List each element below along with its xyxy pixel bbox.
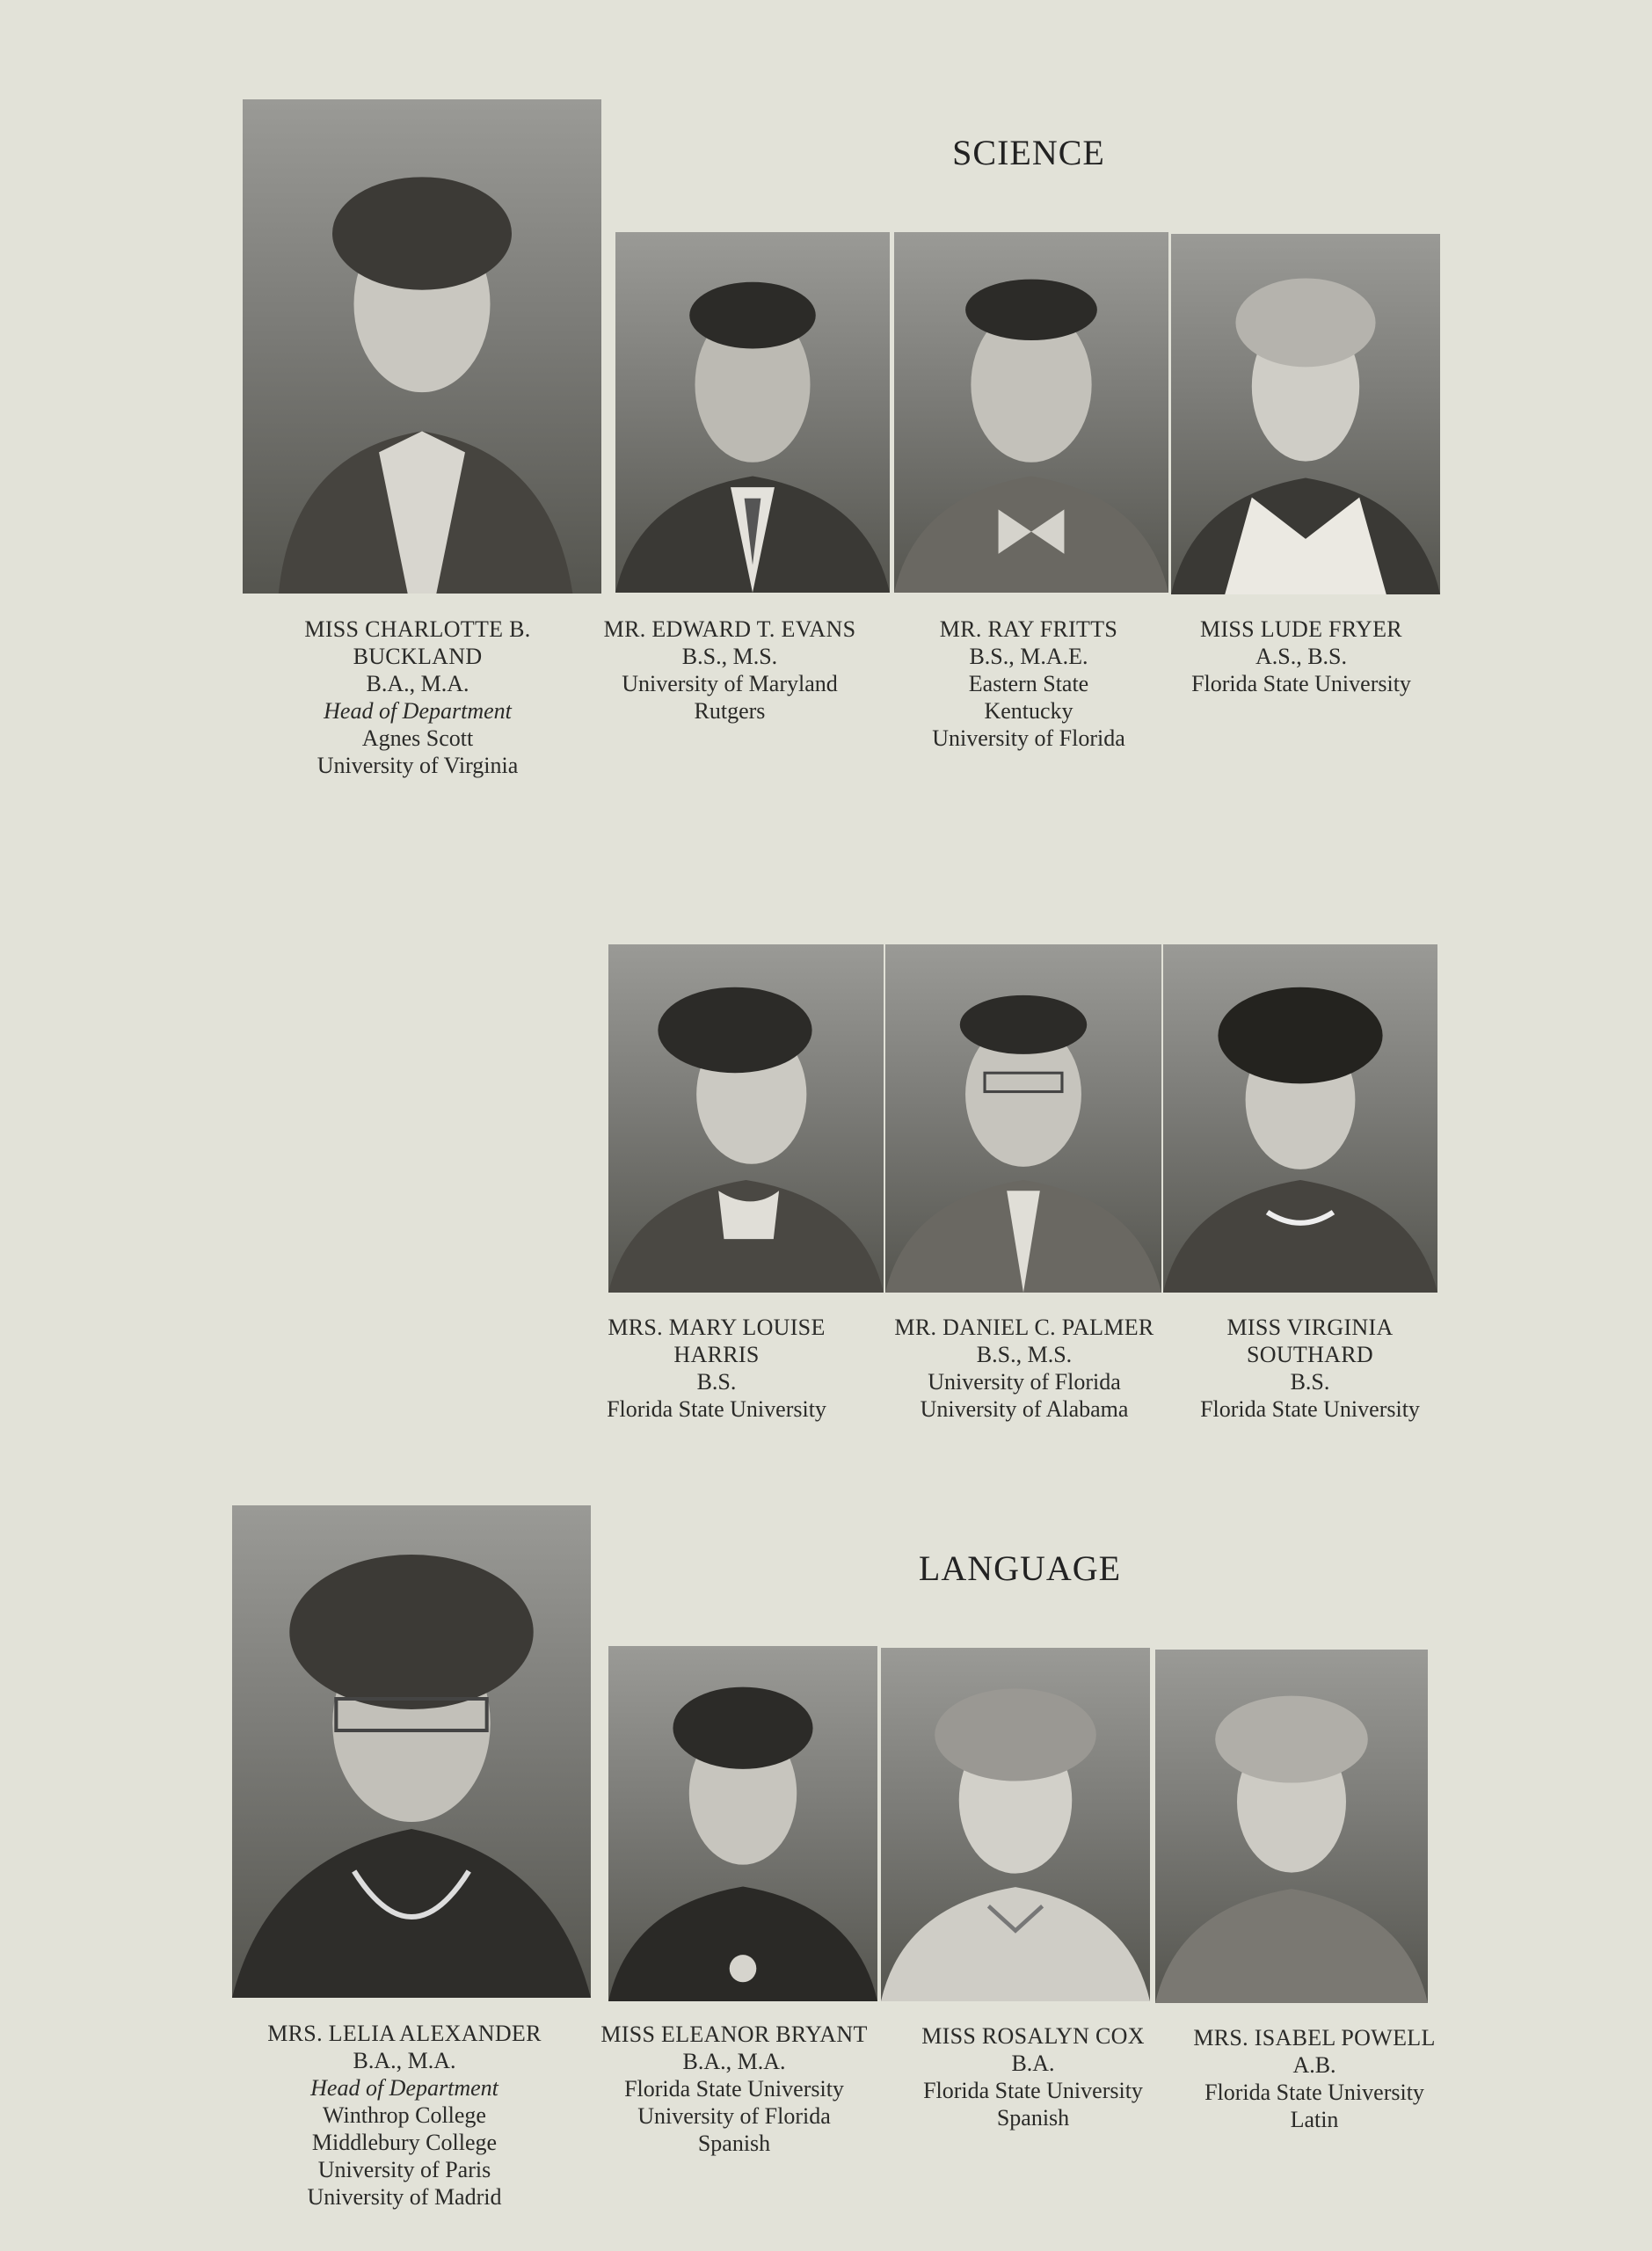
faculty-name: HARRIS	[673, 1342, 760, 1367]
portrait-photo	[1155, 1650, 1428, 2003]
faculty-school: Winthrop College	[323, 2102, 486, 2128]
faculty-school: Spanish	[697, 2131, 771, 2156]
faculty-caption-buckland	[273, 616, 563, 779]
portrait-photo	[608, 944, 884, 1293]
faculty-caption-cox	[892, 2022, 1174, 2131]
faculty-degrees: B.S., M.S.	[976, 1342, 1073, 1367]
faculty-caption-southard	[1174, 1314, 1446, 1423]
faculty-name: MISS ROSALYN COX	[921, 2023, 1145, 2049]
portrait-photo	[881, 1648, 1150, 2001]
faculty-caption-fryer	[1161, 616, 1442, 697]
faculty-school: Middlebury College	[311, 2130, 498, 2155]
faculty-school: Florida State University	[1200, 1396, 1420, 1422]
section-title-language: LANGUAGE	[918, 1548, 1122, 1588]
faculty-school: Eastern State	[968, 671, 1089, 696]
faculty-school: Florida State University	[1204, 2080, 1424, 2105]
faculty-degrees: B.S., M.A.E.	[969, 644, 1088, 669]
faculty-role: Head of Department	[310, 2075, 499, 2101]
faculty-degrees: B.A.	[1011, 2051, 1055, 2076]
faculty-school: Spanish	[996, 2105, 1070, 2131]
faculty-degrees: B.S.	[1290, 1369, 1330, 1395]
faculty-school: University of Florida	[637, 2103, 831, 2129]
faculty-caption-harris	[580, 1314, 853, 1423]
faculty-school: University of Maryland	[622, 671, 838, 696]
faculty-school: University of Alabama	[920, 1396, 1129, 1422]
faculty-degrees: B.A., M.A.	[682, 2049, 786, 2074]
portrait-photo	[1171, 234, 1440, 594]
faculty-school: Florida State University	[1191, 671, 1411, 696]
faculty-caption-bryant	[576, 2021, 892, 2157]
faculty-name: MRS. MARY LOUISE	[608, 1315, 826, 1340]
faculty-school: Agnes Scott	[361, 725, 474, 751]
faculty-degrees: A.S., B.S.	[1255, 644, 1348, 669]
faculty-school: Florida State University	[607, 1396, 826, 1422]
faculty-school: Florida State University	[923, 2078, 1143, 2103]
faculty-name: MRS. ISABEL POWELL	[1193, 2025, 1436, 2051]
faculty-school: University of Madrid	[307, 2184, 502, 2210]
faculty-name: MR. RAY FRITTS	[939, 616, 1118, 642]
faculty-degrees: B.A., M.A.	[353, 2048, 456, 2073]
faculty-role: Head of Department	[324, 698, 512, 724]
faculty-caption-palmer	[857, 1314, 1191, 1423]
faculty-school: University of Paris	[317, 2157, 491, 2182]
faculty-school: Rutgers	[694, 698, 766, 724]
section-title-science: SCIENCE	[952, 133, 1105, 172]
faculty-degrees: B.S., M.S.	[681, 644, 778, 669]
portrait-photo	[608, 1646, 877, 2001]
faculty-school: Latin	[1290, 2107, 1339, 2132]
faculty-name: MR. EDWARD T. EVANS	[603, 616, 856, 642]
portrait-photo	[894, 232, 1168, 593]
faculty-degrees: B.A., M.A.	[366, 671, 469, 696]
faculty-caption-powell	[1174, 2024, 1455, 2133]
faculty-school: University of Florida	[928, 1369, 1121, 1395]
faculty-caption-fritts	[888, 616, 1169, 752]
faculty-name: MISS LUDE FRYER	[1200, 616, 1402, 642]
portrait-photo	[615, 232, 890, 593]
faculty-degrees: A.B.	[1292, 2052, 1336, 2078]
portrait-photo	[243, 99, 601, 594]
faculty-school: University of Virginia	[317, 753, 519, 778]
faculty-caption-alexander	[237, 2020, 571, 2211]
faculty-name: BUCKLAND	[353, 644, 483, 669]
faculty-name: MISS ELEANOR BRYANT	[600, 2022, 868, 2047]
portrait-photo	[885, 944, 1161, 1293]
faculty-name: SOUTHARD	[1247, 1342, 1373, 1367]
faculty-name: MISS VIRGINIA	[1226, 1315, 1394, 1340]
faculty-name: MR. DANIEL C. PALMER	[894, 1315, 1154, 1340]
faculty-school: Kentucky	[984, 698, 1073, 724]
faculty-degrees: B.S.	[696, 1369, 737, 1395]
faculty-name: MISS CHARLOTTE B.	[304, 616, 531, 642]
faculty-caption-evans	[571, 616, 888, 725]
faculty-school: Florida State University	[624, 2076, 844, 2102]
faculty-name: MRS. LELIA ALEXANDER	[267, 2021, 542, 2046]
portrait-photo	[232, 1505, 591, 1998]
portrait-photo	[1163, 944, 1437, 1293]
faculty-school: University of Florida	[932, 725, 1125, 751]
